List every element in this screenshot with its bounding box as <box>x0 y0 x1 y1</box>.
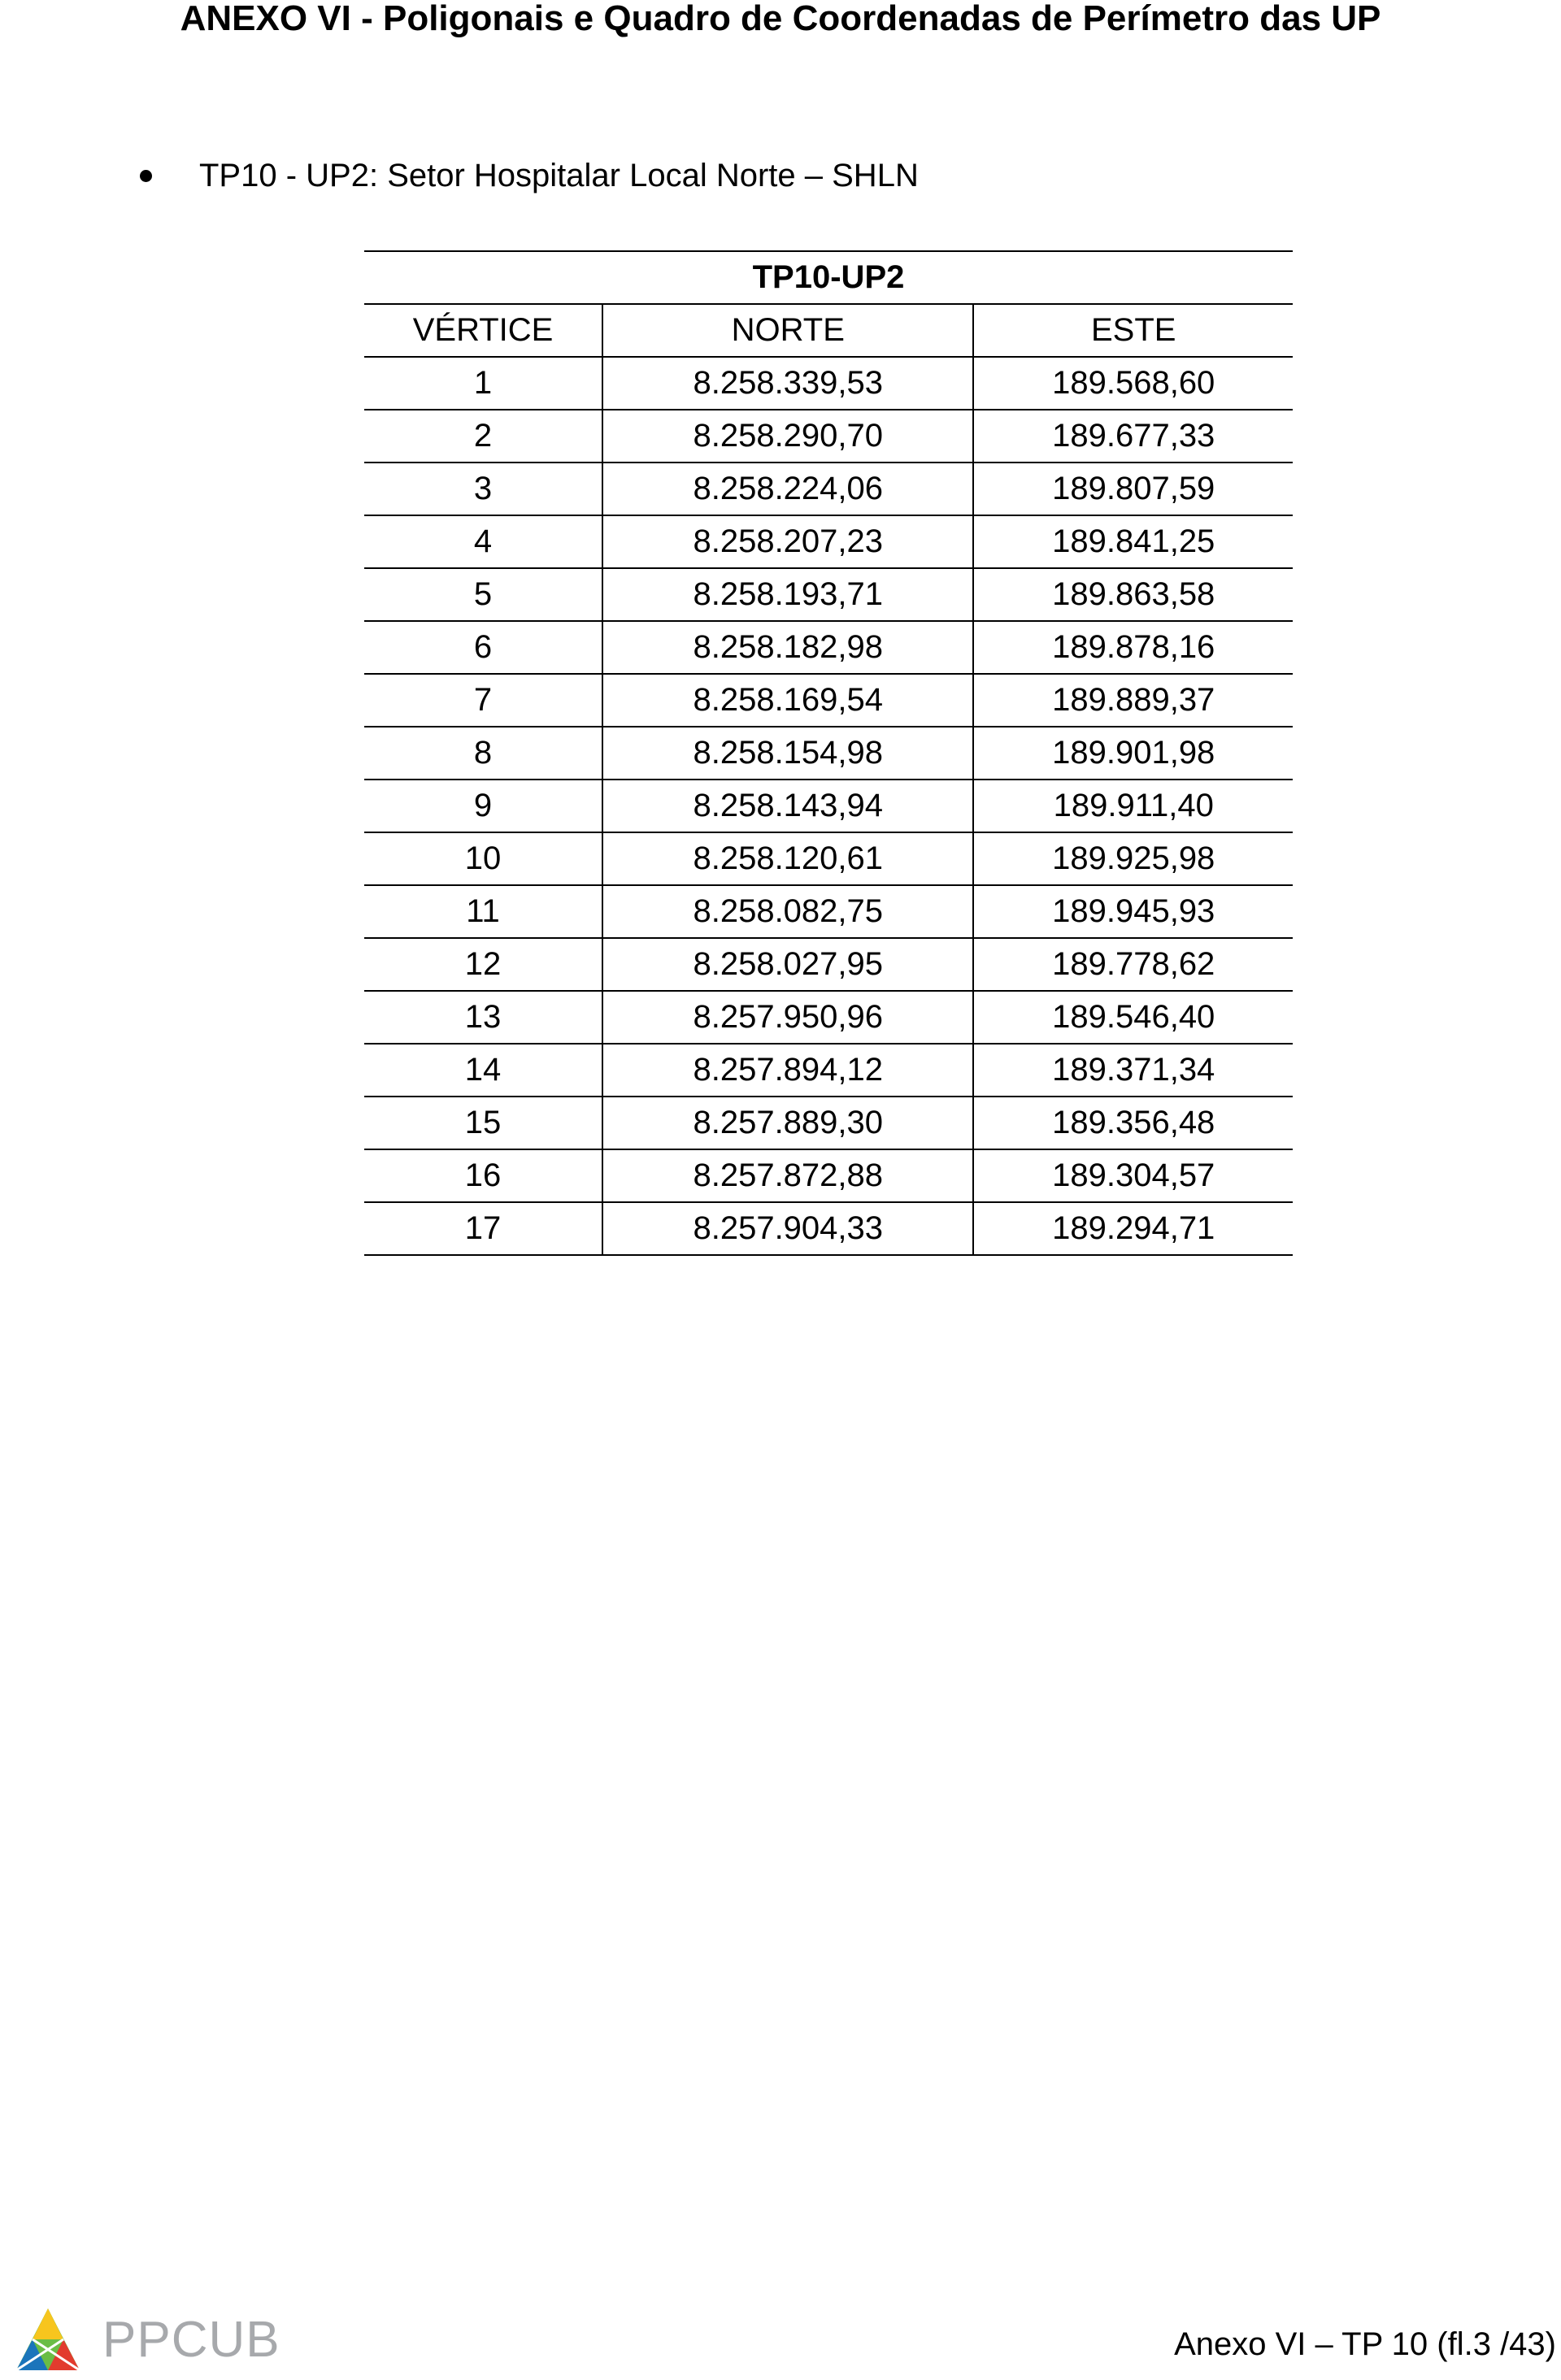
cell-vertice: 12 <box>364 938 602 991</box>
cell-este: 189.546,40 <box>973 991 1293 1044</box>
cell-este: 189.901,98 <box>973 727 1293 780</box>
column-header-vertice: VÉRTICE <box>364 304 602 357</box>
table-row <box>364 885 1293 938</box>
table-row <box>364 515 1293 568</box>
table-row <box>364 727 1293 780</box>
cell-este: 189.945,93 <box>973 885 1293 938</box>
table-row <box>364 463 1293 515</box>
ppcub-logo-icon <box>15 2307 81 2372</box>
cell-vertice: 7 <box>364 674 602 727</box>
cell-norte: 8.257.894,12 <box>602 1044 973 1097</box>
header-prefix: ANEXO VI - <box>180 0 383 38</box>
cell-norte: 8.258.169,54 <box>602 674 973 727</box>
cell-norte: 8.258.154,98 <box>602 727 973 780</box>
cell-norte: 8.258.193,71 <box>602 568 973 621</box>
cell-este: 189.677,33 <box>973 410 1293 463</box>
cell-este: 189.568,60 <box>973 357 1293 410</box>
cell-este: 189.778,62 <box>973 938 1293 991</box>
cell-este: 189.911,40 <box>973 780 1293 832</box>
header-title: Poligonais e Quadro de Coordenadas de Perímetro das UP <box>382 0 1381 38</box>
logo-text: PPCUB <box>102 2311 280 2368</box>
cell-este: 189.356,48 <box>973 1097 1293 1149</box>
cell-norte: 8.258.207,23 <box>602 515 973 568</box>
cell-vertice: 16 <box>364 1149 602 1202</box>
table-row <box>364 1149 1293 1202</box>
cell-este: 189.841,25 <box>973 515 1293 568</box>
cell-vertice: 13 <box>364 991 602 1044</box>
cell-norte: 8.258.182,98 <box>602 621 973 674</box>
table-row <box>364 1044 1293 1097</box>
table-row <box>364 991 1293 1044</box>
cell-vertice: 9 <box>364 780 602 832</box>
cell-vertice: 11 <box>364 885 602 938</box>
table-row <box>364 621 1293 674</box>
footer-logo <box>15 2307 280 2372</box>
page-number: Anexo VI – TP 10 (fl.3 /43) <box>1174 2326 1556 2362</box>
column-header-norte: NORTE <box>602 304 973 357</box>
table-row <box>364 832 1293 885</box>
cell-este: 189.371,34 <box>973 1044 1293 1097</box>
cell-vertice: 17 <box>364 1202 602 1255</box>
page-header <box>0 0 1561 37</box>
cell-norte: 8.257.904,33 <box>602 1202 973 1255</box>
section-label: TP10 - UP2: Setor Hospitalar Local Norte – SHLN <box>199 157 919 193</box>
cell-este: 189.863,58 <box>973 568 1293 621</box>
cell-vertice: 1 <box>364 357 602 410</box>
cell-norte: 8.258.143,94 <box>602 780 973 832</box>
table-row <box>364 357 1293 410</box>
cell-vertice: 15 <box>364 1097 602 1149</box>
cell-vertice: 8 <box>364 727 602 780</box>
table-row <box>364 1202 1293 1255</box>
cell-este: 189.304,57 <box>973 1149 1293 1202</box>
cell-vertice: 10 <box>364 832 602 885</box>
cell-norte: 8.258.290,70 <box>602 410 973 463</box>
cell-norte: 8.258.224,06 <box>602 463 973 515</box>
table-row <box>364 1097 1293 1149</box>
cell-vertice: 5 <box>364 568 602 621</box>
table-header-row <box>364 304 1293 357</box>
table-title-row <box>364 251 1293 304</box>
table-row <box>364 938 1293 991</box>
cell-vertice: 6 <box>364 621 602 674</box>
cell-vertice: 14 <box>364 1044 602 1097</box>
cell-norte: 8.258.082,75 <box>602 885 973 938</box>
cell-norte: 8.258.027,95 <box>602 938 973 991</box>
coordinates-table <box>364 250 1293 1256</box>
table-title: TP10-UP2 <box>364 251 1293 304</box>
section-bullet <box>140 154 919 197</box>
cell-norte: 8.257.950,96 <box>602 991 973 1044</box>
cell-vertice: 2 <box>364 410 602 463</box>
cell-este: 189.294,71 <box>973 1202 1293 1255</box>
cell-este: 189.925,98 <box>973 832 1293 885</box>
table-row <box>364 410 1293 463</box>
table-row <box>364 568 1293 621</box>
column-header-este: ESTE <box>973 304 1293 357</box>
cell-norte: 8.257.872,88 <box>602 1149 973 1202</box>
cell-norte: 8.258.339,53 <box>602 357 973 410</box>
cell-vertice: 3 <box>364 463 602 515</box>
cell-norte: 8.258.120,61 <box>602 832 973 885</box>
cell-vertice: 4 <box>364 515 602 568</box>
bullet-dot-icon <box>140 170 152 182</box>
table-row <box>364 674 1293 727</box>
cell-este: 189.889,37 <box>973 674 1293 727</box>
cell-este: 189.878,16 <box>973 621 1293 674</box>
cell-norte: 8.257.889,30 <box>602 1097 973 1149</box>
table-row <box>364 780 1293 832</box>
cell-este: 189.807,59 <box>973 463 1293 515</box>
